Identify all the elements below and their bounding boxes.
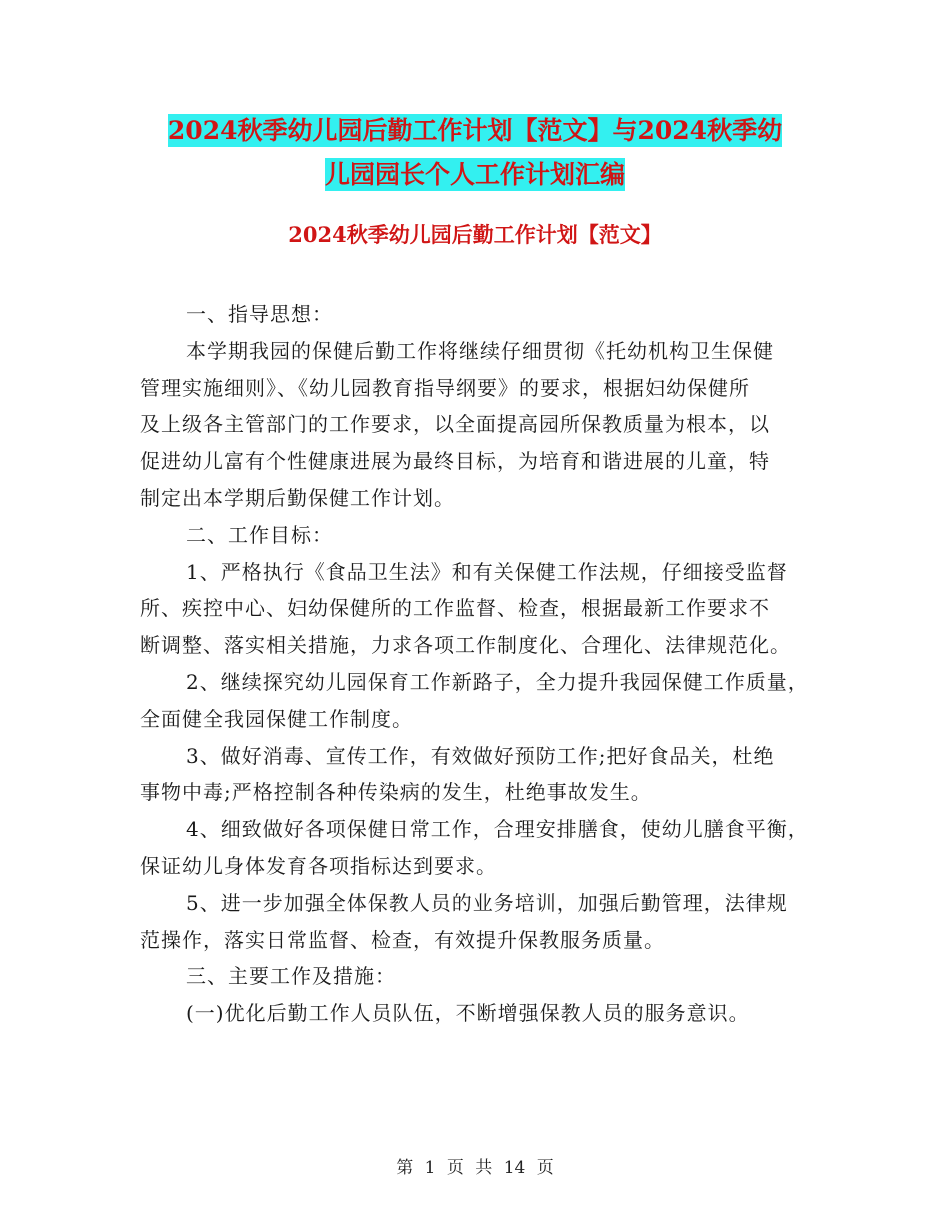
paragraph-line: 制定出本学期后勤保健工作计划。: [140, 485, 455, 510]
paragraph-line: 3、做好消毒、宣传工作，有效做好预防工作;把好食品关，杜绝: [186, 743, 775, 768]
section-title: 2024秋季幼儿园后勤工作计划【范文】: [288, 222, 662, 247]
paragraph-line: 1、严格执行《食品卫生法》和有关保健工作法规，仔细接受监督: [186, 559, 788, 584]
paragraph-line: 三、主要工作及措施：: [186, 964, 396, 989]
document-title-continued: [0, 152, 950, 198]
paragraph-line: 保证幼儿身体发育各项指标达到要求。: [140, 853, 497, 878]
paragraph-line: 一、指导思想：: [186, 302, 333, 326]
paragraph-line: 全面健全我园保健工作制度。: [140, 706, 413, 731]
document-title-line-2: 儿园园长个人工作计划汇编: [324, 160, 625, 189]
document-title-line-1: 2024秋季幼儿园后勤工作计划【范文】与2024秋季幼: [167, 116, 783, 145]
paragraph-line: 事物中毒;严格控制各种传染病的发生，杜绝事故发生。: [140, 780, 652, 805]
page-footer: 第 1 页 共 14 页: [396, 1158, 554, 1178]
paragraph-line: 促进幼儿富有个性健康进展为最终目标，为培育和谐进展的儿童，特: [140, 449, 770, 474]
paragraph-line: 断调整、落实相关措施，力求各项工作制度化、合理化、法律规范化。: [140, 633, 791, 658]
paragraph-line: 及上级各主管部门的工作要求，以全面提高园所保教质量为根本，以: [140, 412, 770, 437]
paragraph-line: 管理实施细则》、《幼儿园教育指导纲要》的要求，根据妇幼保健所: [140, 375, 750, 400]
paragraph-line: (一)优化后勤工作人员队伍，不断增强保教人员的服务意识。: [186, 1001, 750, 1026]
paragraph-line: 本学期我园的保健后勤工作将继续仔细贯彻《托幼机构卫生保健: [186, 338, 774, 363]
paragraph-line: 二、工作目标：: [186, 522, 333, 547]
document-body: [140, 296, 812, 1032]
paragraph-line: 2、继续探究幼儿园保育工作新路子，全力提升我园保健工作质量，: [186, 669, 809, 694]
paragraph-line: 5、进一步加强全体保教人员的业务培训，加强后勤管理，法律规: [186, 890, 788, 915]
document-title: [0, 108, 950, 154]
paragraph-line: 范操作，落实日常监督、检查，有效提升保教服务质量。: [140, 927, 665, 952]
paragraph-line: 4、细致做好各项保健日常工作，合理安排膳食，使幼儿膳食平衡，: [186, 817, 809, 842]
paragraph-line: 所、疾控中心、妇幼保健所的工作监督、检查，根据最新工作要求不: [140, 596, 770, 621]
